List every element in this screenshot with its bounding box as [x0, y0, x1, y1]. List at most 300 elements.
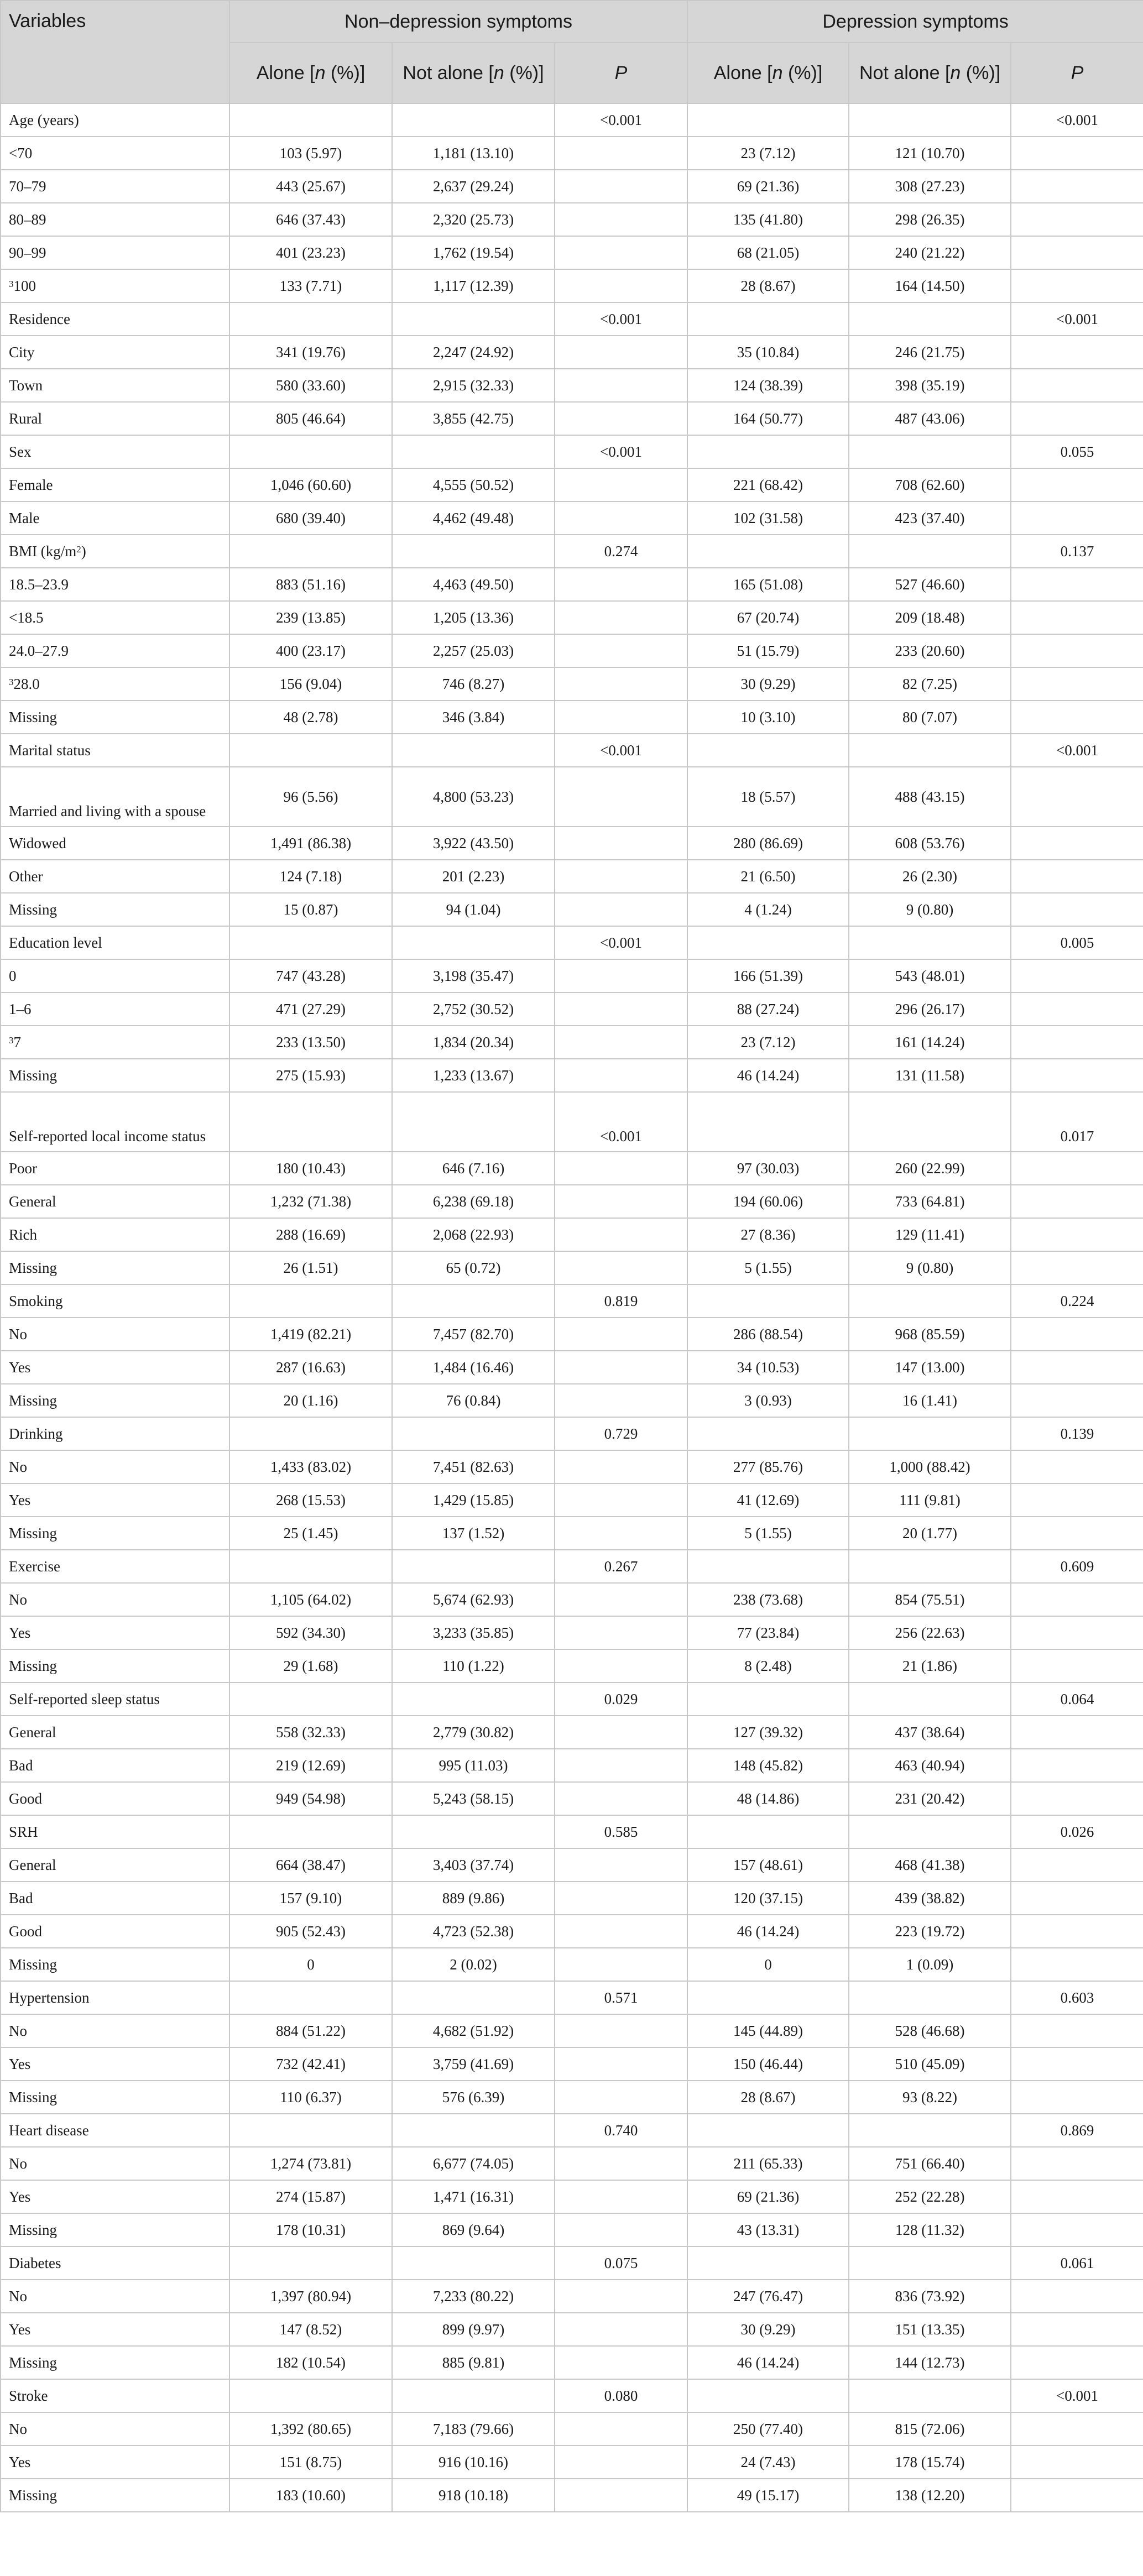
- cell-not-alone-non-depression: 4,463 (49.50): [392, 568, 555, 601]
- label-text: Marital status: [9, 742, 91, 759]
- cell-p-value-depression: <0.001: [1011, 734, 1143, 767]
- cell-alone-non-depression: 48 (2.78): [229, 701, 392, 734]
- superscript: 3: [9, 1035, 14, 1046]
- cell-alone-depression: [687, 2379, 849, 2412]
- cell-not-alone-non-depression: [392, 1417, 555, 1450]
- label-text: No: [9, 2421, 27, 2437]
- cell-not-alone-depression: 854 (75.51): [849, 1583, 1011, 1616]
- cell-alone-depression: 120 (37.15): [687, 1882, 849, 1915]
- cell-alone-non-depression: 1,232 (71.38): [229, 1185, 392, 1218]
- cell-not-alone-non-depression: 94 (1.04): [392, 893, 555, 926]
- cell-not-alone-non-depression: 1,471 (16.31): [392, 2180, 555, 2213]
- cell-not-alone-non-depression: 4,462 (49.48): [392, 501, 555, 535]
- table-row: [1, 2346, 1143, 2379]
- cell-p-value-non-depression: [555, 634, 687, 667]
- cell-p-value-non-depression: [555, 203, 687, 236]
- cell-alone-non-depression: [229, 2379, 392, 2412]
- cell-p-value-non-depression: <0.001: [555, 734, 687, 767]
- row-label: [1, 2346, 229, 2379]
- cell-p-value-non-depression: [555, 601, 687, 634]
- cell-alone-depression: [687, 2246, 849, 2280]
- table-row: [1, 2479, 1143, 2512]
- label-text: Hypertension: [9, 1989, 90, 2006]
- cell-p-value-depression: 0.224: [1011, 1284, 1143, 1318]
- cell-p-value-non-depression: [555, 1318, 687, 1351]
- cell-not-alone-non-depression: [392, 734, 555, 767]
- label-text: 1–6: [9, 1001, 32, 1017]
- label-text: 7: [13, 1034, 21, 1051]
- label-text: 24.0–27.9: [9, 642, 69, 659]
- table-row: [1, 2180, 1143, 2213]
- label-text: Yes: [9, 1359, 31, 1376]
- row-label: [1, 1649, 229, 1683]
- cell-alone-depression: 28 (8.67): [687, 2081, 849, 2114]
- cell-not-alone-non-depression: 5,674 (62.93): [392, 1583, 555, 1616]
- cell-p-value-non-depression: 0.585: [555, 1815, 687, 1848]
- cell-alone-depression: 157 (48.61): [687, 1848, 849, 1882]
- cell-not-alone-non-depression: [392, 926, 555, 959]
- label-text: Missing: [9, 709, 58, 725]
- cell-p-value-non-depression: [555, 767, 687, 827]
- cell-alone-non-depression: 471 (27.29): [229, 992, 392, 1026]
- cell-not-alone-non-depression: 2 (0.02): [392, 1948, 555, 1981]
- cell-p-value-non-depression: [555, 827, 687, 860]
- cell-not-alone-depression: 836 (73.92): [849, 2280, 1011, 2313]
- table-row: [1, 634, 1143, 667]
- cell-p-value-non-depression: 0.029: [555, 1683, 687, 1716]
- cell-p-value-non-depression: <0.001: [555, 926, 687, 959]
- cell-alone-non-depression: 1,392 (80.65): [229, 2412, 392, 2446]
- cell-p-value-depression: [1011, 1848, 1143, 1882]
- row-label: [1, 1848, 229, 1882]
- cell-not-alone-depression: 147 (13.00): [849, 1351, 1011, 1384]
- cell-not-alone-depression: [849, 1815, 1011, 1848]
- label-text: Sex: [9, 443, 32, 460]
- cell-p-value-depression: 0.139: [1011, 1417, 1143, 1450]
- cell-alone-depression: [687, 926, 849, 959]
- cell-p-value-non-depression: <0.001: [555, 435, 687, 468]
- label-text: Education level: [9, 934, 102, 951]
- cell-alone-non-depression: 1,491 (86.38): [229, 827, 392, 860]
- table-row-category: [1, 1981, 1143, 2014]
- table-row: [1, 1384, 1143, 1417]
- row-label: [1, 170, 229, 203]
- cell-p-value-depression: [1011, 1782, 1143, 1815]
- table-row-category: [1, 1092, 1143, 1152]
- label-text: Bad: [9, 1757, 33, 1774]
- cell-alone-non-depression: 287 (16.63): [229, 1351, 392, 1384]
- label-text: Widowed: [9, 835, 66, 851]
- cell-not-alone-non-depression: 65 (0.72): [392, 1251, 555, 1284]
- table-row: [1, 1026, 1143, 1059]
- label-text: No: [9, 2155, 27, 2172]
- table-row: [1, 170, 1143, 203]
- cell-alone-depression: 194 (60.06): [687, 1185, 849, 1218]
- cell-p-value-depression: [1011, 170, 1143, 203]
- cell-p-value-non-depression: [555, 369, 687, 402]
- category-label: [1, 734, 229, 767]
- cell-not-alone-depression: 296 (26.17): [849, 992, 1011, 1026]
- cell-not-alone-non-depression: 110 (1.22): [392, 1649, 555, 1683]
- cell-p-value-non-depression: 0.274: [555, 535, 687, 568]
- cell-not-alone-depression: 608 (53.76): [849, 827, 1011, 860]
- cell-alone-depression: 165 (51.08): [687, 568, 849, 601]
- cell-p-value-depression: [1011, 468, 1143, 501]
- cell-alone-depression: 67 (20.74): [687, 601, 849, 634]
- cell-alone-depression: 166 (51.39): [687, 959, 849, 992]
- cell-p-value-depression: 0.005: [1011, 926, 1143, 959]
- cell-alone-depression: 164 (50.77): [687, 402, 849, 435]
- cell-not-alone-depression: 9 (0.80): [849, 893, 1011, 926]
- table-row: [1, 2446, 1143, 2479]
- cell-alone-non-depression: 884 (51.22): [229, 2014, 392, 2047]
- cell-p-value-non-depression: [555, 1384, 687, 1417]
- row-label: [1, 2147, 229, 2180]
- cell-not-alone-non-depression: 2,637 (29.24): [392, 170, 555, 203]
- table-row: [1, 959, 1143, 992]
- label-text: Yes: [9, 1624, 31, 1641]
- cell-not-alone-non-depression: 646 (7.16): [392, 1152, 555, 1185]
- table-row: [1, 1152, 1143, 1185]
- label-text: 80–89: [9, 211, 46, 228]
- cell-p-value-non-depression: [555, 893, 687, 926]
- row-label: [1, 402, 229, 435]
- row-label: [1, 601, 229, 634]
- label-text: General: [9, 1724, 56, 1741]
- category-label: [1, 1683, 229, 1716]
- cell-alone-non-depression: 25 (1.45): [229, 1517, 392, 1550]
- cell-not-alone-depression: 733 (64.81): [849, 1185, 1011, 1218]
- row-label: [1, 1517, 229, 1550]
- cell-not-alone-depression: 240 (21.22): [849, 236, 1011, 269]
- cell-p-value-non-depression: [555, 336, 687, 369]
- cell-alone-non-depression: 905 (52.43): [229, 1915, 392, 1948]
- cell-alone-depression: 68 (21.05): [687, 236, 849, 269]
- category-label: [1, 103, 229, 137]
- cell-p-value-non-depression: [555, 1517, 687, 1550]
- cell-not-alone-depression: 815 (72.06): [849, 2412, 1011, 2446]
- table-row: [1, 827, 1143, 860]
- row-label: [1, 1026, 229, 1059]
- cell-alone-non-depression: 103 (5.97): [229, 137, 392, 170]
- cell-p-value-depression: [1011, 1384, 1143, 1417]
- cell-p-value-non-depression: [555, 1649, 687, 1683]
- row-label: [1, 1218, 229, 1251]
- cell-p-value-depression: [1011, 1882, 1143, 1915]
- row-label: [1, 1059, 229, 1092]
- cell-not-alone-depression: 708 (62.60): [849, 468, 1011, 501]
- cell-alone-non-depression: 274 (15.87): [229, 2180, 392, 2213]
- cell-p-value-depression: [1011, 959, 1143, 992]
- cell-p-value-non-depression: [555, 959, 687, 992]
- cell-alone-non-depression: 29 (1.68): [229, 1649, 392, 1683]
- cell-alone-non-depression: 580 (33.60): [229, 369, 392, 402]
- cell-alone-depression: 5 (1.55): [687, 1251, 849, 1284]
- cell-p-value-non-depression: [555, 402, 687, 435]
- cell-not-alone-depression: [849, 103, 1011, 137]
- table-row-category: [1, 435, 1143, 468]
- cell-not-alone-depression: 260 (22.99): [849, 1152, 1011, 1185]
- table-header: [1, 1, 1143, 103]
- cell-p-value-depression: [1011, 1450, 1143, 1483]
- table-row: [1, 767, 1143, 827]
- table-row: [1, 2280, 1143, 2313]
- cell-p-value-depression: [1011, 1749, 1143, 1782]
- cell-not-alone-non-depression: [392, 1683, 555, 1716]
- row-label: [1, 2313, 229, 2346]
- cell-not-alone-non-depression: [392, 2246, 555, 2280]
- cell-p-value-depression: [1011, 369, 1143, 402]
- cell-p-value-non-depression: [555, 468, 687, 501]
- cell-not-alone-depression: 528 (46.68): [849, 2014, 1011, 2047]
- cell-alone-depression: 3 (0.93): [687, 1384, 849, 1417]
- row-label: [1, 336, 229, 369]
- cell-not-alone-non-depression: 137 (1.52): [392, 1517, 555, 1550]
- cell-p-value-non-depression: [555, 1218, 687, 1251]
- cell-not-alone-non-depression: 576 (6.39): [392, 2081, 555, 2114]
- row-label: [1, 2479, 229, 2512]
- cell-p-value-non-depression: <0.001: [555, 103, 687, 137]
- cell-alone-depression: 23 (7.12): [687, 137, 849, 170]
- cell-p-value-non-depression: [555, 1152, 687, 1185]
- cell-alone-depression: 23 (7.12): [687, 1026, 849, 1059]
- cell-not-alone-depression: [849, 1417, 1011, 1450]
- label-text: Drinking: [9, 1425, 63, 1442]
- cell-alone-depression: [687, 1815, 849, 1848]
- row-label: [1, 1583, 229, 1616]
- label-text: Town: [9, 377, 43, 394]
- table-row: [1, 269, 1143, 302]
- cell-p-value-depression: [1011, 1583, 1143, 1616]
- table-row: [1, 667, 1143, 701]
- cell-not-alone-depression: 128 (11.32): [849, 2213, 1011, 2246]
- cell-not-alone-non-depression: 3,233 (35.85): [392, 1616, 555, 1649]
- cell-not-alone-non-depression: 76 (0.84): [392, 1384, 555, 1417]
- category-label: [1, 2114, 229, 2147]
- cell-alone-non-depression: [229, 1683, 392, 1716]
- row-label: [1, 701, 229, 734]
- label-text: No: [9, 1326, 27, 1342]
- cell-not-alone-depression: 82 (7.25): [849, 667, 1011, 701]
- label-text: Yes: [9, 2056, 31, 2072]
- cell-alone-non-depression: 183 (10.60): [229, 2479, 392, 2512]
- cell-alone-depression: 77 (23.84): [687, 1616, 849, 1649]
- label-text: 0: [9, 968, 17, 984]
- cell-alone-non-depression: 558 (32.33): [229, 1716, 392, 1749]
- cell-alone-non-depression: 883 (51.16): [229, 568, 392, 601]
- cell-p-value-non-depression: [555, 2446, 687, 2479]
- label-text: Smoking: [9, 1293, 63, 1309]
- label-text: Other: [9, 868, 43, 885]
- cell-p-value-depression: [1011, 2180, 1143, 2213]
- cell-p-value-non-depression: [555, 2180, 687, 2213]
- table-row: [1, 1782, 1143, 1815]
- cell-p-value-non-depression: [555, 1882, 687, 1915]
- cell-p-value-non-depression: <0.001: [555, 1092, 687, 1152]
- category-label: [1, 535, 229, 568]
- cell-not-alone-non-depression: [392, 2114, 555, 2147]
- cell-not-alone-depression: [849, 435, 1011, 468]
- cell-alone-depression: 277 (85.76): [687, 1450, 849, 1483]
- cell-not-alone-non-depression: 4,682 (51.92): [392, 2014, 555, 2047]
- cell-not-alone-non-depression: 7,233 (80.22): [392, 2280, 555, 2313]
- label-text: 90–99: [9, 244, 46, 261]
- label-text: 18.5–23.9: [9, 576, 69, 593]
- cell-not-alone-non-depression: 1,834 (20.34): [392, 1026, 555, 1059]
- cell-p-value-non-depression: [555, 2313, 687, 2346]
- cell-alone-depression: [687, 1284, 849, 1318]
- cell-alone-non-depression: [229, 535, 392, 568]
- cell-p-value-depression: [1011, 601, 1143, 634]
- cell-not-alone-non-depression: 2,752 (30.52): [392, 992, 555, 1026]
- cell-alone-depression: 5 (1.55): [687, 1517, 849, 1550]
- cell-not-alone-non-depression: [392, 103, 555, 137]
- table-row: [1, 701, 1143, 734]
- cell-alone-depression: 97 (30.03): [687, 1152, 849, 1185]
- cell-p-value-non-depression: 0.740: [555, 2114, 687, 2147]
- cell-alone-non-depression: 96 (5.56): [229, 767, 392, 827]
- cell-alone-non-depression: 1,274 (73.81): [229, 2147, 392, 2180]
- label-text: <18.5: [9, 609, 44, 626]
- table-row: [1, 1318, 1143, 1351]
- cell-not-alone-non-depression: [392, 1550, 555, 1583]
- cell-alone-non-depression: 805 (46.64): [229, 402, 392, 435]
- table-row-category: [1, 1417, 1143, 1450]
- label-text: Self-reported sleep status: [9, 1691, 160, 1707]
- cell-alone-non-depression: 341 (19.76): [229, 336, 392, 369]
- cell-p-value-depression: [1011, 1218, 1143, 1251]
- cell-not-alone-non-depression: 2,247 (24.92): [392, 336, 555, 369]
- cell-alone-depression: 27 (8.36): [687, 1218, 849, 1251]
- table-row: [1, 236, 1143, 269]
- cell-alone-depression: 221 (68.42): [687, 468, 849, 501]
- subheader-alone-depression: Alone [n (%)]: [687, 43, 849, 103]
- cell-alone-non-depression: 233 (13.50): [229, 1026, 392, 1059]
- cell-p-value-non-depression: [555, 1251, 687, 1284]
- cell-p-value-depression: [1011, 1948, 1143, 1981]
- cell-p-value-depression: 0.026: [1011, 1815, 1143, 1848]
- label-text: BMI (kg/m: [9, 543, 77, 560]
- label-text: General: [9, 1857, 56, 1873]
- cell-p-value-non-depression: <0.001: [555, 302, 687, 336]
- row-label: [1, 1882, 229, 1915]
- cell-not-alone-depression: 16 (1.41): [849, 1384, 1011, 1417]
- row-label: [1, 1450, 229, 1483]
- cell-p-value-depression: [1011, 2081, 1143, 2114]
- cell-alone-non-depression: 680 (39.40): [229, 501, 392, 535]
- cell-alone-non-depression: 147 (8.52): [229, 2313, 392, 2346]
- cell-p-value-depression: [1011, 2014, 1143, 2047]
- label-text: Missing: [9, 2089, 58, 2105]
- cell-not-alone-depression: 233 (20.60): [849, 634, 1011, 667]
- cell-not-alone-non-depression: 918 (10.18): [392, 2479, 555, 2512]
- category-label: [1, 2246, 229, 2280]
- row-label: [1, 1152, 229, 1185]
- cell-p-value-depression: [1011, 1616, 1143, 1649]
- category-label: [1, 1815, 229, 1848]
- cell-p-value-depression: <0.001: [1011, 302, 1143, 336]
- cell-p-value-non-depression: [555, 170, 687, 203]
- label-text: Self-reported local income status: [9, 1128, 206, 1145]
- cell-p-value-depression: [1011, 1483, 1143, 1517]
- cell-alone-depression: 102 (31.58): [687, 501, 849, 535]
- table-row: [1, 402, 1143, 435]
- label-text: Missing: [9, 901, 58, 918]
- cell-p-value-depression: [1011, 701, 1143, 734]
- cell-alone-non-depression: 275 (15.93): [229, 1059, 392, 1092]
- cell-p-value-depression: [1011, 336, 1143, 369]
- cell-not-alone-non-depression: 1,233 (13.67): [392, 1059, 555, 1092]
- label-text: Heart disease: [9, 2122, 89, 2139]
- cell-not-alone-depression: 256 (22.63): [849, 1616, 1011, 1649]
- superscript: 3: [9, 279, 14, 289]
- row-label: [1, 2014, 229, 2047]
- category-label: [1, 1417, 229, 1450]
- cell-alone-non-depression: [229, 1815, 392, 1848]
- label-text: 100: [13, 278, 36, 294]
- row-label: [1, 1948, 229, 1981]
- row-label: [1, 468, 229, 501]
- cell-alone-non-depression: 239 (13.85): [229, 601, 392, 634]
- cell-p-value-depression: <0.001: [1011, 2379, 1143, 2412]
- cell-alone-non-depression: [229, 302, 392, 336]
- cell-p-value-non-depression: [555, 1948, 687, 1981]
- cell-p-value-non-depression: [555, 1483, 687, 1517]
- row-label: [1, 1351, 229, 1384]
- cell-alone-depression: 250 (77.40): [687, 2412, 849, 2446]
- label-text: 70–79: [9, 178, 46, 195]
- subheader-alone-non-depression: Alone [n (%)]: [229, 43, 392, 103]
- cell-p-value-non-depression: [555, 1450, 687, 1483]
- cell-alone-non-depression: 157 (9.10): [229, 1882, 392, 1915]
- cell-not-alone-depression: 1 (0.09): [849, 1948, 1011, 1981]
- cell-p-value-non-depression: [555, 2280, 687, 2313]
- table-row: [1, 860, 1143, 893]
- cell-alone-non-depression: [229, 1092, 392, 1152]
- cell-p-value-non-depression: [555, 701, 687, 734]
- category-label: [1, 1284, 229, 1318]
- cell-not-alone-non-depression: 2,915 (32.33): [392, 369, 555, 402]
- cell-not-alone-non-depression: 6,238 (69.18): [392, 1185, 555, 1218]
- table-row: [1, 568, 1143, 601]
- cell-not-alone-non-depression: 869 (9.64): [392, 2213, 555, 2246]
- cell-not-alone-non-depression: 7,183 (79.66): [392, 2412, 555, 2446]
- table-row: [1, 1882, 1143, 1915]
- cell-alone-non-depression: [229, 734, 392, 767]
- table-row: [1, 336, 1143, 369]
- cell-not-alone-depression: 468 (41.38): [849, 1848, 1011, 1882]
- category-label: [1, 1550, 229, 1583]
- cell-p-value-non-depression: 0.819: [555, 1284, 687, 1318]
- table-row: [1, 1616, 1143, 1649]
- cell-not-alone-non-depression: 4,800 (53.23): [392, 767, 555, 827]
- cell-alone-depression: 145 (44.89): [687, 2014, 849, 2047]
- cell-alone-non-depression: 1,105 (64.02): [229, 1583, 392, 1616]
- row-label: [1, 1318, 229, 1351]
- cell-alone-non-depression: 133 (7.71): [229, 269, 392, 302]
- cell-not-alone-non-depression: 1,205 (13.36): [392, 601, 555, 634]
- label-text: Rich: [9, 1226, 37, 1243]
- cell-p-value-non-depression: [555, 1616, 687, 1649]
- cell-alone-depression: [687, 302, 849, 336]
- cell-not-alone-depression: 252 (22.28): [849, 2180, 1011, 2213]
- label-text: Good: [9, 1790, 42, 1807]
- cell-alone-non-depression: 949 (54.98): [229, 1782, 392, 1815]
- table-row-category: [1, 1815, 1143, 1848]
- category-label: [1, 1092, 229, 1152]
- table-row: [1, 2313, 1143, 2346]
- cell-p-value-depression: [1011, 1716, 1143, 1749]
